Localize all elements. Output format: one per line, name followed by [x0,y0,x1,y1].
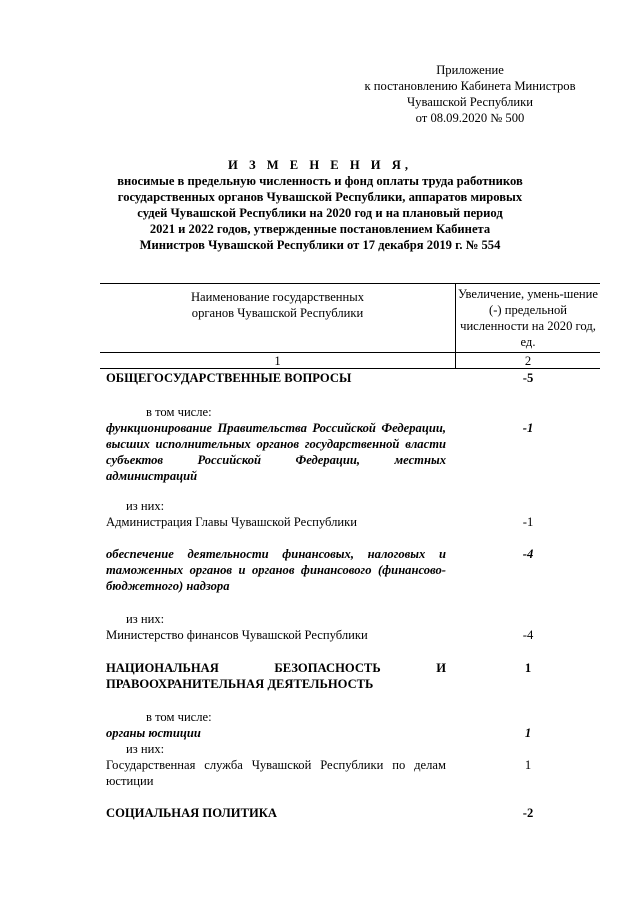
row-head-administration-value: -1 [522,515,534,529]
row-social-policy-value: -2 [522,806,534,820]
row-general-questions-value: -5 [522,371,534,385]
row-justice-bodies-value: 1 [524,726,532,740]
row-head-administration-label: Администрация Главы Чувашской Республики [106,515,357,529]
row-social-policy-label: СОЦИАЛЬНАЯ ПОЛИТИКА [106,806,277,820]
title-line-5: Министров Чувашской Республики от 17 декабря 2019 г. № 554 [139,238,501,252]
table-top-rule [100,283,600,284]
title-line-2: государственных органов Чувашской Республики, аппаратов мировых [117,190,523,204]
row-general-questions-label: ОБЩЕГОСУДАРСТВЕННЫЕ ВОПРОСЫ [106,371,352,385]
row-justice-bodies-label: органы юстиции [106,726,201,740]
row-government-functioning-label: функционирование Правительства Российской Федерации, высших исполнительных органов государственной власти субъектов Российской Федерации, местных администраций [106,421,446,483]
row-ministry-finance-value: -4 [522,628,534,642]
title-line-1: вносимые в предельную численность и фонд оплаты труда работников [117,174,523,188]
row-including-label: в том числе: [146,405,212,419]
column-1-header [100,289,455,321]
row-of-them-label-3: из них: [126,742,165,756]
row-national-security-value: 1 [524,661,532,675]
title-line-4: 2021 и 2022 годов, утвержденные постановлением Кабинета [149,222,491,236]
row-justice-service-value: 1 [524,758,532,772]
row-justice-service-label: Государственная служба Чувашской Республики по делам юстиции [106,758,446,788]
appendix-line-4: от 08.09.2020 № 500 [415,111,525,125]
document-title [100,157,540,253]
appendix-line-3: Чувашской Республики [407,95,533,109]
row-national-security-label: НАЦИОНАЛЬНАЯ БЕЗОПАСНОСТЬ И ПРАВООХРАНИТЕЛЬНАЯ ДЕЯТЕЛЬНОСТЬ [106,661,446,691]
column-2-header-text: Увеличение, умень-шение (-) предельной численности на 2020 год, ед. [458,287,598,349]
appendix-block [330,62,610,126]
appendix-line-1: Приложение [436,63,504,77]
title-heading: И З М Е Н Е Н И Я, [228,158,412,172]
row-including-label-2: в том числе: [146,710,212,724]
column-2-header [456,286,600,350]
row-of-them-label-2: из них: [126,612,165,626]
appendix-line-2: к постановлению Кабинета Министров [364,79,576,93]
column-1-header-text: Наименование государственных органов Чувашской Республики [190,290,365,320]
row-financial-bodies-value: -4 [522,547,534,561]
row-government-functioning-value: -1 [522,421,534,435]
title-line-3: судей Чувашской Республики на 2020 год и на плановый период [137,206,503,220]
column-2-number: 2 [524,354,532,368]
column-1-number: 1 [274,354,281,368]
row-ministry-finance-label: Министерство финансов Чувашской Республики [106,628,368,642]
row-of-them-label: из них: [126,499,165,513]
row-financial-bodies-label: обеспечение деятельности финансовых, налоговых и таможенных органов и органов финансового (финансово-бюджетного) надзора [106,547,446,593]
